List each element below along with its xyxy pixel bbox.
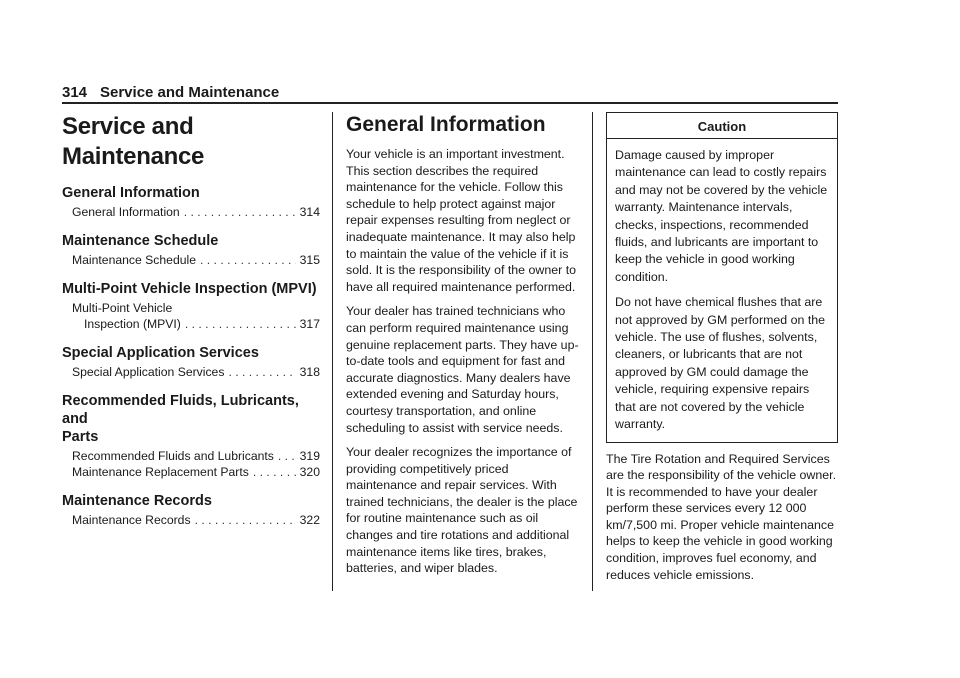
toc-entry-label: Special Application Services [72,365,225,379]
toc-section-heading: General Information [62,185,200,201]
toc-leader-dots [200,252,296,268]
toc-entry[interactable] [62,204,320,220]
toc-entry-label: Maintenance Schedule [72,253,196,267]
toc-entry-label: Inspection (MPVI) [84,317,181,331]
toc-entry[interactable] [62,464,320,480]
chapter-title: Service and Maintenance [62,113,205,170]
toc-entry-page: 314 [299,205,320,219]
toc-entry-page: 317 [299,317,320,331]
toc-section [62,280,320,332]
toc-entry-page: 315 [299,253,320,267]
toc-entry-page: 319 [299,449,320,463]
column-divider [332,112,333,591]
body-paragraph: The Tire Rotation and Required Services are the responsibility of the vehicle owner. It is recommended to have your dealer perform these services every 12 000 km/7,500 mi. Proper vehicle maintenance helps to keep the vehicle in good working condition, improves fuel economy, and reduces vehicle emissions. [606,451,837,582]
page-header [62,84,838,104]
toc-entry[interactable] [62,512,320,528]
toc-entry-label: Maintenance Records [72,513,191,527]
toc-section [62,344,320,380]
general-information-column [346,112,580,585]
toc-entry-label: Recommended Fluids and Lubricants [72,449,274,463]
toc-leader-dots [195,512,296,528]
toc-entry[interactable] [62,448,320,464]
toc-leader-dots [278,448,296,464]
toc-section [62,492,320,528]
toc-entry-label-line1[interactable]: Multi-Point Vehicle [72,301,173,315]
page-number: 314 [62,84,88,101]
caution-paragraph: Do not have chemical flushes that are not approved by GM performed on the vehicle. The use of flushes, solvents, cleaners, or lubricants that are not approved by GM could damage the vehicle, requiring expensive repairs that are not covered by the vehicle warranty. [615,295,826,432]
toc-section-heading: Maintenance Records [62,493,212,509]
toc-entry-page: 318 [299,365,320,379]
toc-entry-label: General Information [72,205,180,219]
toc-entry-page: 322 [299,513,320,527]
toc-leader-dots [253,464,296,480]
toc-section-heading: Special Application Services [62,345,259,361]
toc-entry-page: 320 [299,465,320,479]
running-section-title: Service and Maintenance [100,84,280,101]
toc-entry[interactable] [62,252,320,268]
toc-section [62,184,320,220]
caution-column [606,112,838,591]
toc-section-heading: Recommended Fluids, Lubricants, and [62,393,299,427]
toc-entry[interactable] [62,316,320,332]
toc-leader-dots [185,316,296,332]
body-paragraph: Your dealer has trained technicians who can perform required maintenance using genuine replacement parts. They have up-to-date tools and equipment for fast and accurate diagnostics. Many dealers have extended evening and Saturday hours, courtesy transportation, and online scheduling to assist with service needs. [346,304,579,435]
toc-entry[interactable] [62,364,320,380]
toc-section [62,392,320,480]
toc-entry-label: Maintenance Replacement Parts [72,465,249,479]
header-divider [62,102,838,104]
section-heading: General Information [346,113,546,136]
caution-paragraph: Damage caused by improper maintenance can lead to costly repairs and may not be covered by the vehicle warranty. Maintenance intervals, checks, inspections, recommended fluids, and lubricants are important to keep the vehicle in good working condition. [615,148,828,284]
toc-section-heading: Multi-Point Vehicle Inspection (MPVI) [62,281,317,297]
body-paragraph: Your dealer recognizes the importance of providing competitively priced maintenance and repair services. With trained technicians, the dealer is the place for routine maintenance such as oil changes and tire rotations and additional maintenance items like tires, brakes, batteries, and wiper blades. [346,445,578,576]
toc-column [62,112,320,528]
toc-section-heading: Maintenance Schedule [62,233,219,249]
toc-section-heading-line2: Parts [62,429,99,445]
toc-section [62,232,320,268]
caution-box [606,112,838,443]
body-paragraph: Your vehicle is an important investment. This section describes the required maintenance for the vehicle. Follow this schedule to help protect against major repair expenses resulting from neglect or inadequate maintenance. It may also help to maintain the value of the vehicle if it is sold. It is the responsibility of the owner to have all required maintenance performed. [346,147,577,294]
column-divider [592,112,593,591]
caution-title: Caution [607,113,837,139]
toc-leader-dots [228,364,295,380]
toc-leader-dots [184,204,296,220]
